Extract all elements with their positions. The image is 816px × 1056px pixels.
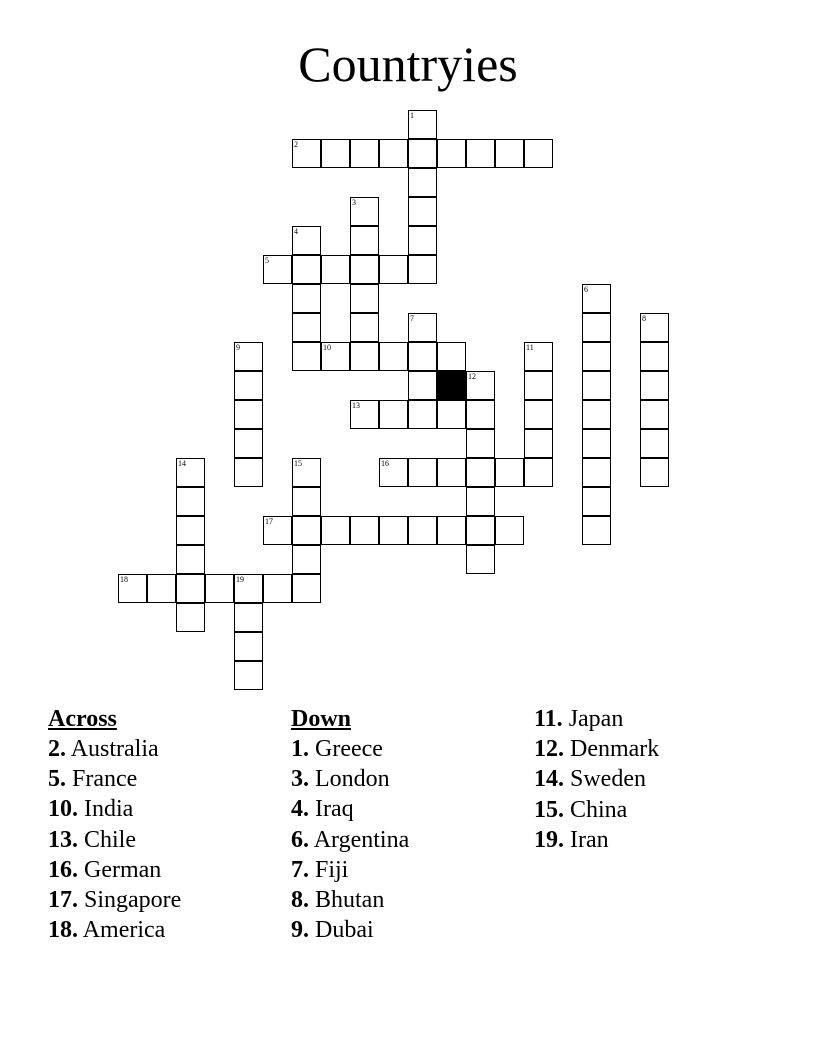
clue-number: 7. [291,856,309,883]
clue-number: 1. [291,736,309,762]
grid-cell[interactable] [437,458,466,487]
clue-item [291,734,531,764]
grid-cell[interactable] [408,458,437,487]
cell-number: 9 [236,343,240,352]
grid-cell[interactable] [524,400,553,429]
clue-number: 17. [48,887,78,914]
clue-number: 6. [291,826,309,853]
grid-cell[interactable] [640,313,669,342]
clue-number: 19. [534,826,564,853]
cell-number: 5 [265,256,269,265]
grid-cell[interactable] [582,284,611,313]
clue-text: Dubai [315,917,374,944]
cell-number: 11 [526,343,534,352]
grid-cell[interactable] [292,516,321,545]
cell-number: 16 [381,459,389,468]
grid-cell[interactable] [582,458,611,487]
grid-cell[interactable] [408,226,437,255]
cell-number: 19 [236,575,244,584]
grid-cell[interactable] [437,516,466,545]
grid-cell[interactable] [408,139,437,168]
grid-cell[interactable] [582,342,611,371]
grid-cell[interactable] [582,487,611,516]
clue-item [291,825,531,855]
grid-cell[interactable] [176,574,205,603]
grid-cell[interactable] [466,371,495,400]
clue-text: China [570,796,628,823]
grid-cell[interactable] [466,545,495,574]
grid-cell[interactable] [234,458,263,487]
grid-cell[interactable] [582,371,611,400]
grid-cell[interactable] [379,342,408,371]
clue-number: 9. [291,917,309,944]
clue-text: Singapore [84,887,182,914]
grid-cell[interactable] [437,342,466,371]
grid-cell[interactable] [292,458,321,487]
grid-cell[interactable] [524,371,553,400]
grid-cell[interactable] [379,139,408,168]
cell-number: 8 [642,314,646,323]
clue-number: 5. [48,766,66,793]
down-clues [291,704,531,945]
grid-cell[interactable] [263,574,292,603]
clue-item [291,794,531,824]
grid-cell[interactable] [234,371,263,400]
grid-cell[interactable] [350,255,379,284]
clue-item [48,734,288,764]
clue-item [534,704,774,734]
clue-item [534,764,774,794]
grid-cell[interactable] [408,168,437,197]
grid-cell[interactable] [640,342,669,371]
grid-cell[interactable] [408,110,437,139]
grid-cell[interactable] [495,516,524,545]
clue-item [48,915,288,945]
grid-cell[interactable] [292,313,321,342]
down-clue-list [291,734,531,945]
grid-cell[interactable] [350,284,379,313]
grid-cell[interactable] [466,458,495,487]
clue-text: London [315,766,390,793]
down-clues-continued [534,704,774,855]
clue-text: Denmark [570,736,660,763]
grid-cell[interactable] [234,574,263,603]
cell-number: 18 [120,575,128,584]
grid-cell[interactable] [350,139,379,168]
grid-cell[interactable] [640,429,669,458]
clue-number: 14. [534,766,564,793]
grid-cell[interactable] [408,342,437,371]
grid-cell[interactable] [640,400,669,429]
grid-cell[interactable] [466,516,495,545]
clue-item [48,885,288,915]
clue-item [291,885,531,915]
cell-number: 6 [584,285,588,294]
grid-cell[interactable] [582,313,611,342]
clue-text: India [84,796,134,823]
grid-cell[interactable] [234,342,263,371]
grid-cell[interactable] [640,371,669,400]
clue-item [534,734,774,764]
clue-text: Iran [570,826,609,853]
grid-cell[interactable] [466,139,495,168]
grid-cell[interactable] [350,516,379,545]
grid-cell[interactable] [640,458,669,487]
grid-cell[interactable] [582,516,611,545]
across-clues [48,704,288,945]
grid-cell[interactable] [292,574,321,603]
grid-cell[interactable] [524,429,553,458]
grid-cell[interactable] [350,197,379,226]
grid-cell[interactable] [582,400,611,429]
grid-cell[interactable] [408,313,437,342]
grid-cell[interactable] [437,139,466,168]
cell-number: 14 [178,459,186,468]
puzzle-title: Countryies [298,36,518,92]
clue-item [48,825,288,855]
grid-cell[interactable] [176,516,205,545]
clue-number: 15. [534,796,564,823]
clue-item [291,764,531,794]
grid-cell[interactable] [379,255,408,284]
clue-number: 2. [48,736,66,762]
clue-text: German [84,856,162,883]
grid-cell[interactable] [350,342,379,371]
clue-number: 8. [291,887,309,914]
grid-cell[interactable] [234,429,263,458]
grid-cell[interactable] [147,574,176,603]
clue-item [534,825,774,855]
grid-cell[interactable] [321,516,350,545]
cell-number: 12 [468,372,476,381]
grid-cell[interactable] [379,516,408,545]
clue-number: 13. [48,826,78,853]
clue-number: 18. [48,917,78,944]
cell-number: 2 [294,140,298,149]
cell-number: 3 [352,198,356,207]
grid-cell[interactable] [234,632,263,661]
clue-number: 3. [291,766,309,793]
grid-cell[interactable] [292,545,321,574]
clue-text: Fiji [315,856,349,883]
grid-cell[interactable] [292,255,321,284]
grid-cell[interactable] [321,139,350,168]
grid-cell[interactable] [524,139,553,168]
grid-cell[interactable] [176,458,205,487]
grid-cell[interactable] [408,371,437,400]
grid-cell[interactable] [408,516,437,545]
grid-cell[interactable] [524,458,553,487]
clue-item [534,795,774,825]
clue-text: France [72,766,138,793]
clue-item [291,915,531,945]
clue-text: Greece [315,736,383,762]
grid-cell[interactable] [524,342,553,371]
clue-number: 16. [48,856,78,883]
cell-number: 10 [323,343,331,352]
grid-cell[interactable] [495,139,524,168]
grid-cell[interactable] [234,603,263,632]
across-heading: Across [48,706,117,732]
grid-cell[interactable] [350,226,379,255]
grid-cell[interactable] [350,313,379,342]
grid-cell[interactable] [321,255,350,284]
clue-text: Australia [70,736,159,762]
grid-cell[interactable] [234,661,263,690]
grid-cell[interactable] [466,400,495,429]
grid-cell[interactable] [263,516,292,545]
clue-number: 11. [534,706,563,732]
clue-number: 12. [534,736,564,763]
grid-cell[interactable] [118,574,147,603]
clue-text: America [82,917,166,944]
grid-cell[interactable] [205,574,234,603]
clue-text: Chile [84,826,136,853]
clue-item [48,855,288,885]
grid-cell[interactable] [350,400,379,429]
grid-cell[interactable] [582,429,611,458]
grid-cell[interactable] [408,400,437,429]
clue-text: Bhutan [315,887,385,914]
grid-cell[interactable] [292,342,321,371]
cell-number: 13 [352,401,360,410]
clue-number: 4. [291,796,309,823]
grid-cell[interactable] [263,255,292,284]
cell-number: 7 [410,314,414,323]
grid-cell[interactable] [379,400,408,429]
cell-number: 17 [265,517,273,526]
grid-cell[interactable] [292,284,321,313]
clue-text: Sweden [570,766,646,793]
grid-cell[interactable] [321,342,350,371]
grid-cell[interactable] [466,487,495,516]
clue-text: Japan [568,706,624,732]
grid-cell[interactable] [408,255,437,284]
clue-item [48,794,288,824]
grid-cell[interactable] [234,400,263,429]
clue-item [48,764,288,794]
grid-block [437,371,466,400]
clue-item [291,855,531,885]
grid-cell[interactable] [176,487,205,516]
clue-number: 10. [48,796,78,823]
grid-cell[interactable] [408,197,437,226]
grid-cell[interactable] [437,400,466,429]
across-clue-list [48,734,288,945]
clue-text: Argentina [313,826,410,853]
down-heading: Down [291,706,352,732]
grid-cell[interactable] [176,603,205,632]
grid-cell[interactable] [495,458,524,487]
grid-cell[interactable] [292,487,321,516]
grid-cell[interactable] [466,429,495,458]
cell-number: 1 [410,111,414,120]
grid-cell[interactable] [292,226,321,255]
grid-cell[interactable] [379,458,408,487]
grid-cell[interactable] [176,545,205,574]
grid-cell[interactable] [292,139,321,168]
down-clue-list-continued [534,704,774,855]
clue-text: Iraq [315,796,354,823]
cell-number: 15 [294,459,302,468]
cell-number: 4 [294,227,298,236]
